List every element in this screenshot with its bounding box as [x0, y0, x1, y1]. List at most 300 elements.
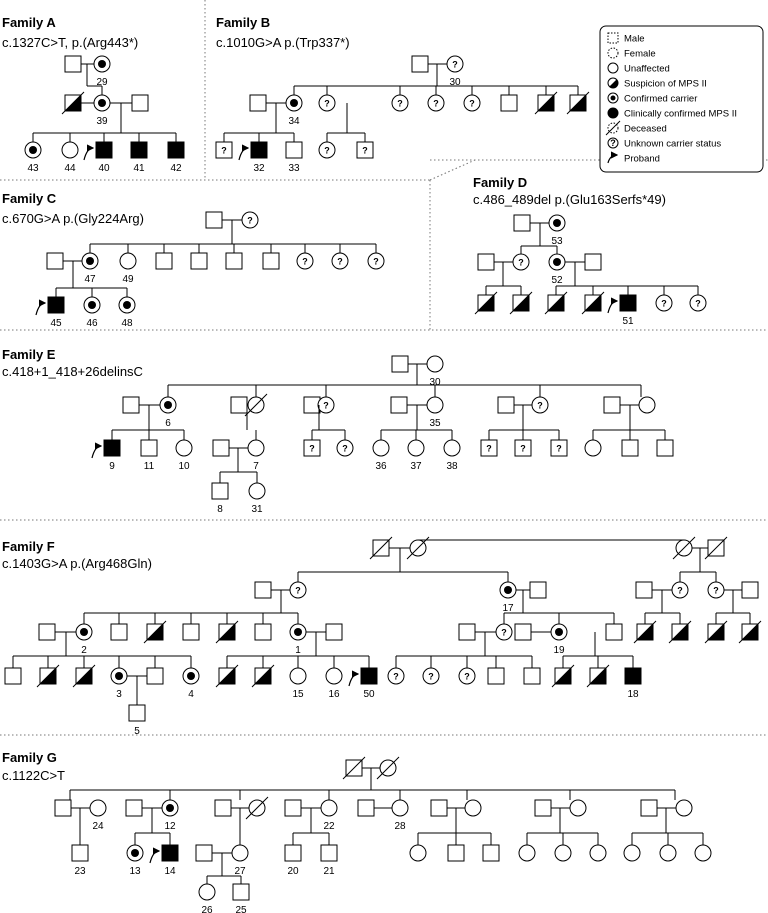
individual-number: 26	[201, 905, 213, 913]
carrier-dot	[80, 628, 88, 636]
individual-number: 51	[622, 316, 634, 327]
female-symbol	[427, 356, 443, 372]
female-symbol	[555, 845, 571, 861]
individual-female	[551, 624, 567, 640]
carrier-dot	[98, 60, 106, 68]
male-symbol	[524, 668, 540, 684]
individual-male	[349, 668, 377, 686]
individual-male	[545, 292, 567, 314]
individual-female	[427, 356, 443, 372]
individual-female	[676, 800, 692, 816]
male-symbol	[263, 253, 279, 269]
individual-male	[65, 56, 81, 72]
individual-male	[216, 621, 238, 643]
individual-female	[162, 800, 178, 816]
individual-male	[510, 292, 532, 314]
male-symbol	[604, 397, 620, 413]
individual-male	[459, 624, 475, 640]
individual-number: 15	[292, 689, 304, 700]
unknown-status-mark: ?	[661, 298, 667, 309]
family-title: Family F	[2, 539, 55, 554]
male-symbol	[478, 254, 494, 270]
individual-number: 38	[446, 461, 458, 472]
individual-male	[392, 356, 408, 372]
individual-female	[25, 142, 41, 158]
family-title: Family C	[2, 191, 57, 206]
male-symbol	[196, 845, 212, 861]
individual-number: 6	[165, 418, 171, 429]
individual-number: 44	[64, 163, 76, 174]
carrier-dot	[290, 99, 298, 107]
individual-female	[290, 668, 306, 684]
male-symbol	[206, 212, 222, 228]
individual-female	[549, 215, 565, 231]
male-symbol	[585, 254, 601, 270]
carrier-dot	[88, 301, 96, 309]
male-symbol	[622, 440, 638, 456]
legend-unknown-mark: ?	[610, 138, 616, 148]
male-symbol	[641, 800, 657, 816]
family-variant: c.670G>A p.(Gly224Arg)	[2, 211, 144, 226]
individual-female	[377, 757, 399, 779]
male-symbol	[162, 845, 178, 861]
individual-male	[705, 621, 727, 643]
individual-female	[249, 483, 265, 499]
individual-female	[695, 845, 711, 861]
female-symbol	[373, 440, 389, 456]
section-divider	[430, 160, 475, 180]
individual-male	[514, 215, 530, 231]
individual-male	[129, 705, 145, 721]
individual-male	[73, 665, 95, 687]
individual-number: 12	[164, 821, 176, 832]
carrier-dot	[555, 628, 563, 636]
individual-male	[604, 397, 620, 413]
female-symbol	[62, 142, 78, 158]
unknown-status-mark: ?	[695, 298, 701, 309]
individual-female	[176, 440, 192, 456]
individual-male	[641, 800, 657, 816]
female-symbol	[392, 800, 408, 816]
individual-female	[111, 668, 127, 684]
individual-number: 40	[98, 163, 110, 174]
individual-male	[370, 537, 392, 559]
unknown-status-mark: ?	[469, 98, 475, 109]
individual-male	[150, 845, 178, 863]
individual-male	[147, 668, 163, 684]
male-symbol	[250, 95, 266, 111]
unknown-status-mark: ?	[323, 400, 329, 411]
individual-female	[160, 397, 176, 413]
legend-item-carrier	[608, 93, 618, 103]
male-symbol	[147, 668, 163, 684]
legend-carrier-dot	[611, 96, 616, 101]
individual-male	[233, 884, 249, 900]
carrier-dot	[504, 586, 512, 594]
male-symbol	[326, 624, 342, 640]
male-symbol	[191, 253, 207, 269]
male-symbol	[412, 56, 428, 72]
individual-male	[215, 800, 231, 816]
male-symbol	[226, 253, 242, 269]
individual-female	[321, 800, 337, 816]
individual-male	[501, 95, 517, 111]
individual-female	[519, 845, 535, 861]
proband-arrow	[84, 148, 93, 160]
carrier-dot	[553, 258, 561, 266]
individual-number: 13	[129, 866, 141, 877]
male-symbol	[361, 668, 377, 684]
individual-number: 39	[96, 116, 108, 127]
individual-male	[141, 440, 157, 456]
family-title: Family A	[2, 15, 56, 30]
individual-female	[427, 397, 443, 413]
individual-female	[94, 95, 110, 111]
individual-male	[126, 800, 142, 816]
individual-female	[410, 845, 426, 861]
individual-number: 19	[553, 645, 565, 656]
family-variant: c.418+1_418+26delinsC	[2, 364, 143, 379]
individual-female	[408, 440, 424, 456]
individual-number: 11	[143, 461, 155, 472]
male-symbol	[168, 142, 184, 158]
individual-male	[183, 624, 199, 640]
female-symbol	[249, 483, 265, 499]
male-symbol	[48, 297, 64, 313]
individual-male	[530, 582, 546, 598]
individual-number: 5	[134, 726, 140, 737]
individual-male	[358, 800, 374, 816]
female-symbol	[408, 440, 424, 456]
individual-female	[392, 800, 408, 816]
individual-female	[248, 440, 264, 456]
individual-male	[285, 845, 301, 861]
individual-female	[94, 56, 110, 72]
individual-male	[535, 800, 551, 816]
individual-male	[582, 292, 604, 314]
individual-male	[252, 665, 274, 687]
individual-number: 14	[164, 866, 176, 877]
male-symbol	[285, 800, 301, 816]
male-symbol	[459, 624, 475, 640]
female-symbol	[639, 397, 655, 413]
unknown-status-mark: ?	[362, 145, 368, 156]
individual-number: 47	[84, 274, 96, 285]
individual-male	[37, 665, 59, 687]
female-symbol	[590, 845, 606, 861]
female-symbol	[326, 668, 342, 684]
individual-male	[263, 253, 279, 269]
individual-female	[590, 845, 606, 861]
female-symbol	[465, 800, 481, 816]
male-symbol	[233, 884, 249, 900]
individual-male	[606, 624, 622, 640]
unknown-status-mark: ?	[713, 585, 719, 596]
unknown-status-mark: ?	[486, 443, 492, 454]
male-symbol	[104, 440, 120, 456]
legend-label: Unaffected	[624, 63, 670, 75]
individual-male	[608, 295, 636, 313]
male-symbol	[657, 440, 673, 456]
family-variant: c.1327C>T, p.(Arg443*)	[2, 35, 139, 50]
individual-number: 20	[287, 866, 299, 877]
male-symbol	[126, 800, 142, 816]
legend-label: Male	[624, 33, 645, 45]
female-symbol	[290, 668, 306, 684]
individual-male	[498, 397, 514, 413]
individual-male	[483, 845, 499, 861]
unknown-status-mark: ?	[324, 98, 330, 109]
individual-number: 41	[133, 163, 145, 174]
female-symbol	[90, 800, 106, 816]
individual-male	[144, 621, 166, 643]
individual-female	[549, 254, 565, 270]
carrier-dot	[115, 672, 123, 680]
individual-male	[255, 624, 271, 640]
individual-male	[412, 56, 428, 72]
individual-number: 28	[394, 821, 406, 832]
individual-male	[515, 624, 531, 640]
individual-male	[535, 92, 557, 114]
male-symbol	[231, 397, 247, 413]
individual-number: 25	[235, 905, 247, 913]
individual-male	[212, 483, 228, 499]
individual-number: 29	[96, 77, 108, 88]
male-symbol	[358, 800, 374, 816]
individual-male	[226, 253, 242, 269]
individual-number: 35	[429, 418, 441, 429]
individual-female	[290, 624, 306, 640]
unknown-status-mark: ?	[373, 256, 379, 267]
individual-male	[391, 397, 407, 413]
individual-female	[555, 845, 571, 861]
male-symbol	[391, 397, 407, 413]
individual-male	[488, 668, 504, 684]
male-symbol	[141, 440, 157, 456]
family-title: Family B	[216, 15, 271, 30]
unknown-status-mark: ?	[518, 257, 524, 268]
individual-number: 30	[449, 77, 461, 88]
male-symbol	[515, 624, 531, 640]
individual-male	[625, 668, 641, 684]
individual-number: 22	[323, 821, 335, 832]
female-symbol	[570, 800, 586, 816]
individual-male	[739, 621, 761, 643]
male-symbol	[498, 397, 514, 413]
male-symbol	[431, 800, 447, 816]
carrier-dot	[187, 672, 195, 680]
carrier-dot	[29, 146, 37, 154]
individual-number: 53	[551, 236, 563, 247]
individual-number: 50	[363, 689, 375, 700]
individual-number: 37	[410, 461, 422, 472]
individual-male	[552, 665, 574, 687]
female-symbol	[248, 440, 264, 456]
individual-number: 18	[627, 689, 639, 700]
individual-number: 10	[178, 461, 190, 472]
individual-number: 34	[288, 116, 300, 127]
individual-male	[475, 292, 497, 314]
individual-male	[286, 142, 302, 158]
individual-male	[239, 142, 267, 160]
individual-male	[92, 440, 120, 458]
female-symbol	[232, 845, 248, 861]
individual-female	[585, 440, 601, 456]
proband-arrow	[608, 301, 617, 313]
male-symbol	[212, 483, 228, 499]
individual-male	[39, 624, 55, 640]
male-symbol	[514, 215, 530, 231]
unknown-status-mark: ?	[324, 145, 330, 156]
male-symbol	[132, 95, 148, 111]
individual-female	[624, 845, 640, 861]
male-symbol	[620, 295, 636, 311]
unknown-status-mark: ?	[295, 585, 301, 596]
individual-number: 21	[323, 866, 335, 877]
family-variant: c.1122C>T	[2, 768, 65, 783]
male-symbol	[255, 624, 271, 640]
male-symbol	[625, 668, 641, 684]
individual-male	[587, 665, 609, 687]
unknown-status-mark: ?	[309, 443, 315, 454]
individual-number: 31	[251, 504, 263, 515]
male-symbol	[65, 56, 81, 72]
female-symbol	[120, 253, 136, 269]
carrier-dot	[131, 849, 139, 857]
individual-number: 4	[188, 689, 194, 700]
individual-male	[156, 253, 172, 269]
male-symbol	[742, 582, 758, 598]
family-title: Family G	[2, 750, 57, 765]
male-symbol	[111, 624, 127, 640]
unknown-status-mark: ?	[556, 443, 562, 454]
unknown-status-mark: ?	[393, 671, 399, 682]
unknown-status-mark: ?	[677, 585, 683, 596]
individual-female	[326, 668, 342, 684]
male-symbol	[129, 705, 145, 721]
legend-item-affected	[608, 108, 618, 118]
unknown-status-mark: ?	[337, 256, 343, 267]
individual-male	[478, 254, 494, 270]
male-symbol	[156, 253, 172, 269]
individual-number: 2	[81, 645, 87, 656]
individual-male	[567, 92, 589, 114]
male-symbol	[5, 668, 21, 684]
male-symbol	[131, 142, 147, 158]
individual-female	[119, 297, 135, 313]
female-symbol	[444, 440, 460, 456]
male-symbol	[215, 800, 231, 816]
unknown-status-mark: ?	[520, 443, 526, 454]
male-symbol	[55, 800, 71, 816]
male-symbol	[96, 142, 112, 158]
female-symbol	[176, 440, 192, 456]
unknown-status-mark: ?	[342, 443, 348, 454]
individual-number: 24	[92, 821, 104, 832]
individual-number: 32	[253, 163, 265, 174]
unknown-status-mark: ?	[433, 98, 439, 109]
individual-male	[5, 668, 21, 684]
individual-number: 52	[551, 275, 563, 286]
individual-male	[72, 845, 88, 861]
individual-male	[657, 440, 673, 456]
unknown-status-mark: ?	[428, 671, 434, 682]
carrier-dot	[164, 401, 172, 409]
male-symbol	[286, 142, 302, 158]
male-symbol	[183, 624, 199, 640]
individual-male	[250, 95, 266, 111]
individual-number: 48	[121, 318, 133, 329]
legend-label: Clinically confirmed MPS II	[624, 108, 737, 120]
individual-number: 27	[234, 866, 246, 877]
individual-female	[465, 800, 481, 816]
individual-male	[636, 582, 652, 598]
carrier-dot	[86, 257, 94, 265]
female-symbol	[660, 845, 676, 861]
male-symbol	[483, 845, 499, 861]
individual-number: 1	[295, 645, 301, 656]
legend-label: Deceased	[624, 123, 667, 135]
individual-female	[639, 397, 655, 413]
legend-label: Unknown carrier status	[624, 138, 722, 150]
unknown-status-mark: ?	[452, 59, 458, 70]
male-symbol	[488, 668, 504, 684]
individual-male	[343, 757, 365, 779]
female-symbol	[410, 845, 426, 861]
individual-male	[132, 95, 148, 111]
male-symbol	[535, 800, 551, 816]
individual-female	[62, 142, 78, 158]
legend-label: Confirmed carrier	[624, 93, 698, 105]
individual-male	[55, 800, 71, 816]
legend-label: Proband	[624, 153, 660, 165]
individual-male	[36, 297, 64, 315]
individual-number: 3	[116, 689, 122, 700]
family-variant: c.1403G>A p.(Arg468Gln)	[2, 556, 152, 571]
individual-male	[742, 582, 758, 598]
individual-number: 49	[122, 274, 134, 285]
unknown-status-mark: ?	[537, 400, 543, 411]
male-symbol	[285, 845, 301, 861]
male-symbol	[448, 845, 464, 861]
individual-male	[206, 212, 222, 228]
proband-arrow	[349, 674, 358, 686]
individual-female	[183, 668, 199, 684]
individual-number: 23	[74, 866, 86, 877]
proband-arrow	[239, 148, 248, 160]
individual-number: 33	[288, 163, 300, 174]
individual-female	[232, 845, 248, 861]
male-symbol	[123, 397, 139, 413]
individual-number: 8	[217, 504, 223, 515]
individual-female	[127, 845, 143, 861]
individual-male	[191, 253, 207, 269]
proband-arrow	[92, 446, 101, 458]
individual-number: 17	[502, 603, 514, 614]
individual-number: 43	[27, 163, 39, 174]
individual-male	[669, 621, 691, 643]
female-symbol	[695, 845, 711, 861]
family-title: Family D	[473, 175, 528, 190]
individual-male	[634, 621, 656, 643]
individual-female	[444, 440, 460, 456]
legend-unaffected-icon	[608, 63, 618, 73]
legend-label: Suspicion of MPS II	[624, 78, 707, 90]
individual-number: 46	[86, 318, 98, 329]
carrier-dot	[98, 99, 106, 107]
individual-number: 42	[170, 163, 182, 174]
male-symbol	[501, 95, 517, 111]
